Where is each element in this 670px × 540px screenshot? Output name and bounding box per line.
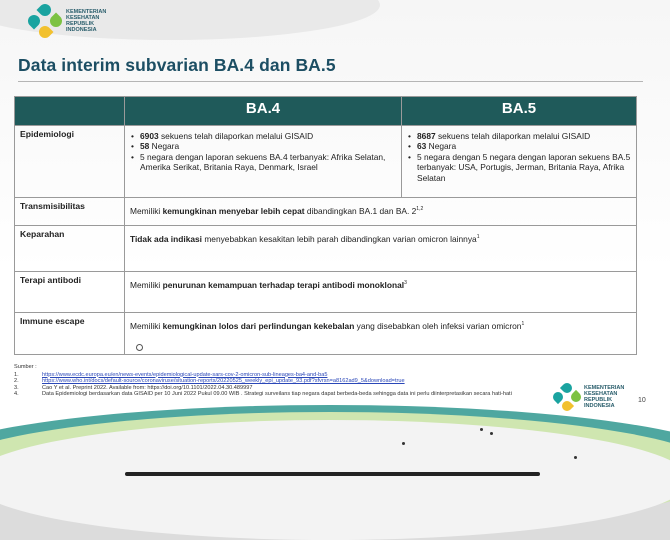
immune-escape-cell: Memiliki kemungkinan lolos dari perlindungan kekebalan yang disebabkan oleh infeksi varian omicron$^1$ <box>125 313 637 355</box>
mouse-cursor-icon <box>136 344 143 351</box>
source-item: 3. Cao Y et al. Preprint 2022. Available from: https://doi.org/10.1101/2022.04.30.489997 <box>14 384 253 391</box>
logo-text: KEMENTERIAN KESEHATAN REPUBLIK INDONESIA <box>66 9 107 33</box>
list-item: • 58 Negara <box>140 141 396 151</box>
row-label: Transmisibilitas <box>15 198 125 226</box>
row-label: Keparahan <box>15 226 125 272</box>
video-scrub-bar[interactable] <box>125 472 540 476</box>
decor-dot <box>480 428 483 431</box>
variant-table <box>14 96 637 355</box>
logo-text: KEMENTERIAN KESEHATAN REPUBLIK INDONESIA <box>584 385 625 409</box>
terapi-antibodi-cell: Memiliki penurunan kemampuan terhadap terapi antibodi monoklonal$^3$ <box>125 272 637 313</box>
list-item: • 5 negara dengan laporan sekuens BA.4 terbanyak: Afrika Selatan, Amerika Serikat, Britania Raya, Denmark, Israel <box>140 152 396 173</box>
transmisibilitas-cell: Memiliki kemungkinan menyebar lebih cepat dibandingkan BA.1 dan BA. 2$^{1,2}$ <box>125 198 637 226</box>
row-label: Terapi antibodi <box>15 272 125 313</box>
slide-title: Data interim subvarian BA.4 dan BA.5 <box>18 55 336 75</box>
epidemiologi-ba5-cell <box>402 126 637 198</box>
source-item[interactable]: 2. https://www.who.int/docs/default-source/coronaviruse/situation-reports/20220525_weekly_epi_update_93.pdf?sfvrsn=a8162ad9_5&download=true <box>14 378 562 385</box>
table-row-epidemiologi <box>15 126 637 198</box>
page-number: 10 <box>638 397 646 404</box>
sources-list <box>14 364 562 398</box>
table-row-transmisibilitas <box>15 198 637 226</box>
keparahan-cell: Tidak ada indikasi menyebabkan kesakitan lebih parah dibandingkan varian omicron lainnya$^1$ <box>125 226 637 272</box>
logo-flower-icon <box>28 4 62 38</box>
table-row-keparahan <box>15 226 637 272</box>
decor-dot <box>402 442 405 445</box>
source-item: 4. Data Epidemiologi berdasarkan data GISAID per 10 Juni 2022 Pukul 09.00 WIB . Strategi surveilans tiap negara dapat berbeda-beda sehingga data ini perlu diinterpretasikan secara hati-hati <box>14 391 512 398</box>
title-divider <box>18 81 643 82</box>
row-label: Immune escape <box>15 313 125 355</box>
list-item: • 63 Negara <box>417 141 631 151</box>
sources-heading: Sumber : <box>14 364 37 370</box>
header-corner-cell <box>15 97 125 126</box>
table-row-terapi-antibodi <box>15 272 637 313</box>
kemenkes-logo-top <box>28 4 106 38</box>
decor-dot <box>490 432 493 435</box>
column-header-ba4: BA.4 <box>125 97 402 126</box>
decor-dot <box>574 456 577 459</box>
epidemiologi-ba4-cell <box>125 126 402 198</box>
source-item[interactable]: 1. https://www.ecdc.europa.eu/en/news-events/epidemiological-update-sars-cov-2-omicron-sub-lineages-ba4-and-ba5 <box>14 372 562 379</box>
source-link[interactable]: https://www.ecdc.europa.eu/en/news-events/epidemiological-update-sars-cov-2-omicron-sub-lineages-ba4-and-ba5 <box>42 371 328 378</box>
list-item: • 8687 sekuens telah dilaporkan melalui GISAID <box>417 131 631 141</box>
list-item: • 6903 sekuens telah dilaporkan melalui GISAID <box>140 131 396 141</box>
table-header-row <box>15 97 637 126</box>
row-label: Epidemiologi <box>15 126 125 198</box>
table-row-immune-escape <box>15 313 637 355</box>
bottom-wave-decoration <box>0 420 670 540</box>
list-item: • 5 negara dengan 5 negara dengan laporan sekuens BA.5 terbanyak: USA, Portugis, Jerman, Britania Raya, Afrika Selatan <box>417 152 631 183</box>
kemenkes-logo-bottom <box>553 383 624 411</box>
logo-flower-icon <box>553 383 581 411</box>
source-link[interactable]: https://www.who.int/docs/default-source/coronaviruse/situation-reports/20220525_weekly_epi_update_93.pdf?sfvrsn=a8162ad9_5&download=true <box>42 378 405 385</box>
column-header-ba5: BA.5 <box>402 97 637 126</box>
